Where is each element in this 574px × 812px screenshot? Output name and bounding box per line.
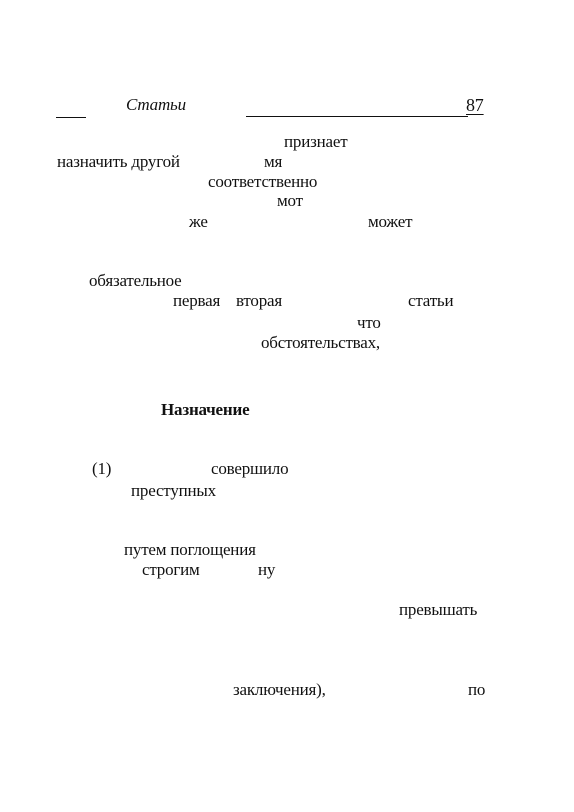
text-fragment: обязательное — [89, 271, 182, 290]
text-fragment: статьи — [408, 291, 454, 310]
header-left-rule — [56, 117, 86, 118]
text-fragment: строгим — [142, 560, 200, 579]
text-fragment: что — [357, 313, 381, 332]
text-fragment: признает — [284, 132, 348, 151]
page-number: 87 — [466, 95, 484, 115]
text-fragment: может — [368, 212, 413, 231]
text-fragment: мя — [264, 152, 283, 171]
text-fragment: ну — [258, 560, 276, 579]
text-fragment: вторая — [236, 291, 282, 310]
text-fragment: же — [189, 212, 208, 231]
text-fragment: преступных — [131, 481, 216, 500]
text-fragment: мот — [277, 191, 303, 210]
text-fragment: заключения), — [233, 680, 326, 699]
text-fragment: соответственно — [208, 172, 318, 191]
text-fragment: по — [468, 680, 486, 699]
text-fragment: путем поглощения — [124, 540, 256, 559]
text-fragment: превышать — [399, 600, 478, 619]
text-fragment: (1) — [92, 459, 112, 478]
text-fragment: совершило — [211, 459, 289, 478]
text-fragment: назначить другой — [57, 152, 180, 171]
running-header-title: Статьи — [126, 95, 186, 114]
text-fragment: обстоятельствах, — [261, 333, 380, 352]
section-heading: Назначение — [161, 400, 250, 419]
text-fragment: первая — [173, 291, 221, 310]
header-right-rule — [246, 116, 468, 117]
